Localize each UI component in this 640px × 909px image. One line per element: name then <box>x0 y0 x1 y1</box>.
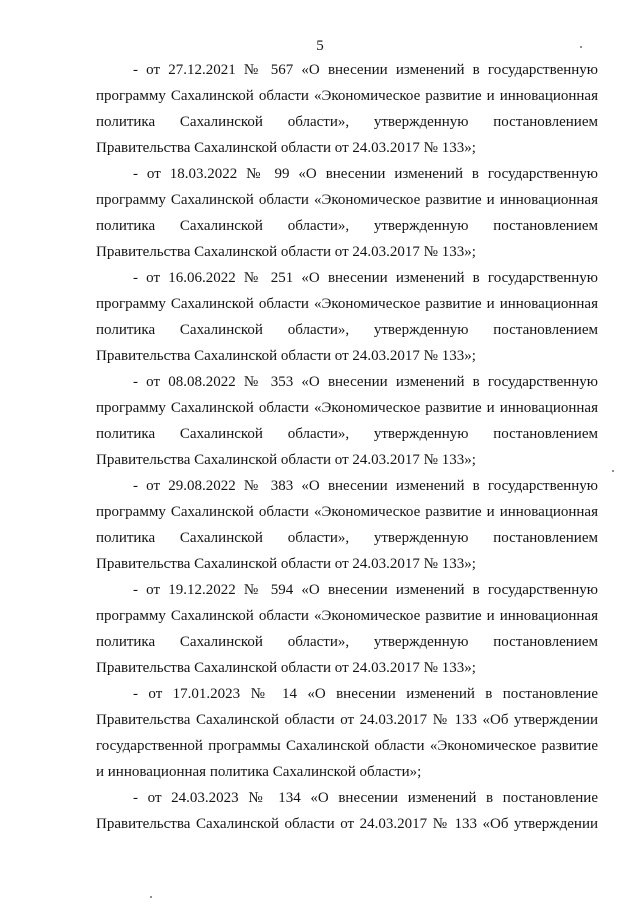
text-line: - от 19.12.2022 № 594 «О внесении изменений в государственную <box>133 582 598 598</box>
text-line: Правительства Сахалинской области от 24.03.2017 № 133»; <box>96 556 476 572</box>
text-line: программу Сахалинской области «Экономическое развитие и инновационная <box>96 504 598 520</box>
page-number: 5 <box>316 38 324 54</box>
text-line: программу Сахалинской области «Экономическое развитие и инновационная <box>96 192 598 208</box>
document-body <box>96 57 598 837</box>
text-line: программу Сахалинской области «Экономическое развитие и инновационная <box>96 88 598 104</box>
text-line: - от 24.03.2023 № 134 «О внесении изменений в постановление <box>133 790 598 806</box>
list-item <box>96 161 598 265</box>
text-line: Правительства Сахалинской области от 24.03.2017 № 133»; <box>96 140 476 156</box>
list-item <box>96 473 598 577</box>
text-line: Правительства Сахалинской области от 24.03.2017 № 133»; <box>96 348 476 364</box>
text-line: - от 16.06.2022 № 251 «О внесении изменений в государственную <box>133 270 598 286</box>
scan-speck <box>612 470 614 472</box>
list-item <box>96 577 598 681</box>
text-line: программу Сахалинской области «Экономическое развитие и инновационная <box>96 400 598 416</box>
text-line: Правительства Сахалинской области от 24.03.2017 № 133»; <box>96 244 476 260</box>
text-line: - от 29.08.2022 № 383 «О внесении изменений в государственную <box>133 478 598 494</box>
list-item <box>96 681 598 785</box>
text-line: программу Сахалинской области «Экономическое развитие и инновационная <box>96 296 598 312</box>
text-line: политика Сахалинской области», утвержденную постановлением <box>96 218 598 234</box>
scan-speck <box>580 46 582 48</box>
scan-speck <box>150 896 152 898</box>
list-item <box>96 265 598 369</box>
text-line: - от 27.12.2021 № 567 «О внесении изменений в государственную <box>133 62 598 78</box>
text-line: политика Сахалинской области», утвержденную постановлением <box>96 426 598 442</box>
list-item <box>96 785 598 837</box>
text-line: политика Сахалинской области», утвержденную постановлением <box>96 530 598 546</box>
text-line: политика Сахалинской области», утвержденную постановлением <box>96 114 598 130</box>
text-line: Правительства Сахалинской области от 24.03.2017 № 133 «Об утверждении <box>96 816 598 832</box>
text-line: государственной программы Сахалинской области «Экономическое развитие <box>96 738 598 754</box>
text-line: - от 18.03.2022 № 99 «О внесении изменений в государственную <box>133 166 598 182</box>
text-line: политика Сахалинской области», утвержденную постановлением <box>96 322 598 338</box>
list-item <box>96 57 598 161</box>
text-line: Правительства Сахалинской области от 24.03.2017 № 133»; <box>96 452 476 468</box>
text-line: программу Сахалинской области «Экономическое развитие и инновационная <box>96 608 598 624</box>
list-item <box>96 369 598 473</box>
text-line: политика Сахалинской области», утвержденную постановлением <box>96 634 598 650</box>
text-line: - от 08.08.2022 № 353 «О внесении изменений в государственную <box>133 374 598 390</box>
text-line: Правительства Сахалинской области от 24.03.2017 № 133 «Об утверждении <box>96 712 598 728</box>
text-line: - от 17.01.2023 № 14 «О внесении изменений в постановление <box>133 686 598 702</box>
text-line: и инновационная политика Сахалинской области»; <box>96 764 422 780</box>
text-line: Правительства Сахалинской области от 24.03.2017 № 133»; <box>96 660 476 676</box>
